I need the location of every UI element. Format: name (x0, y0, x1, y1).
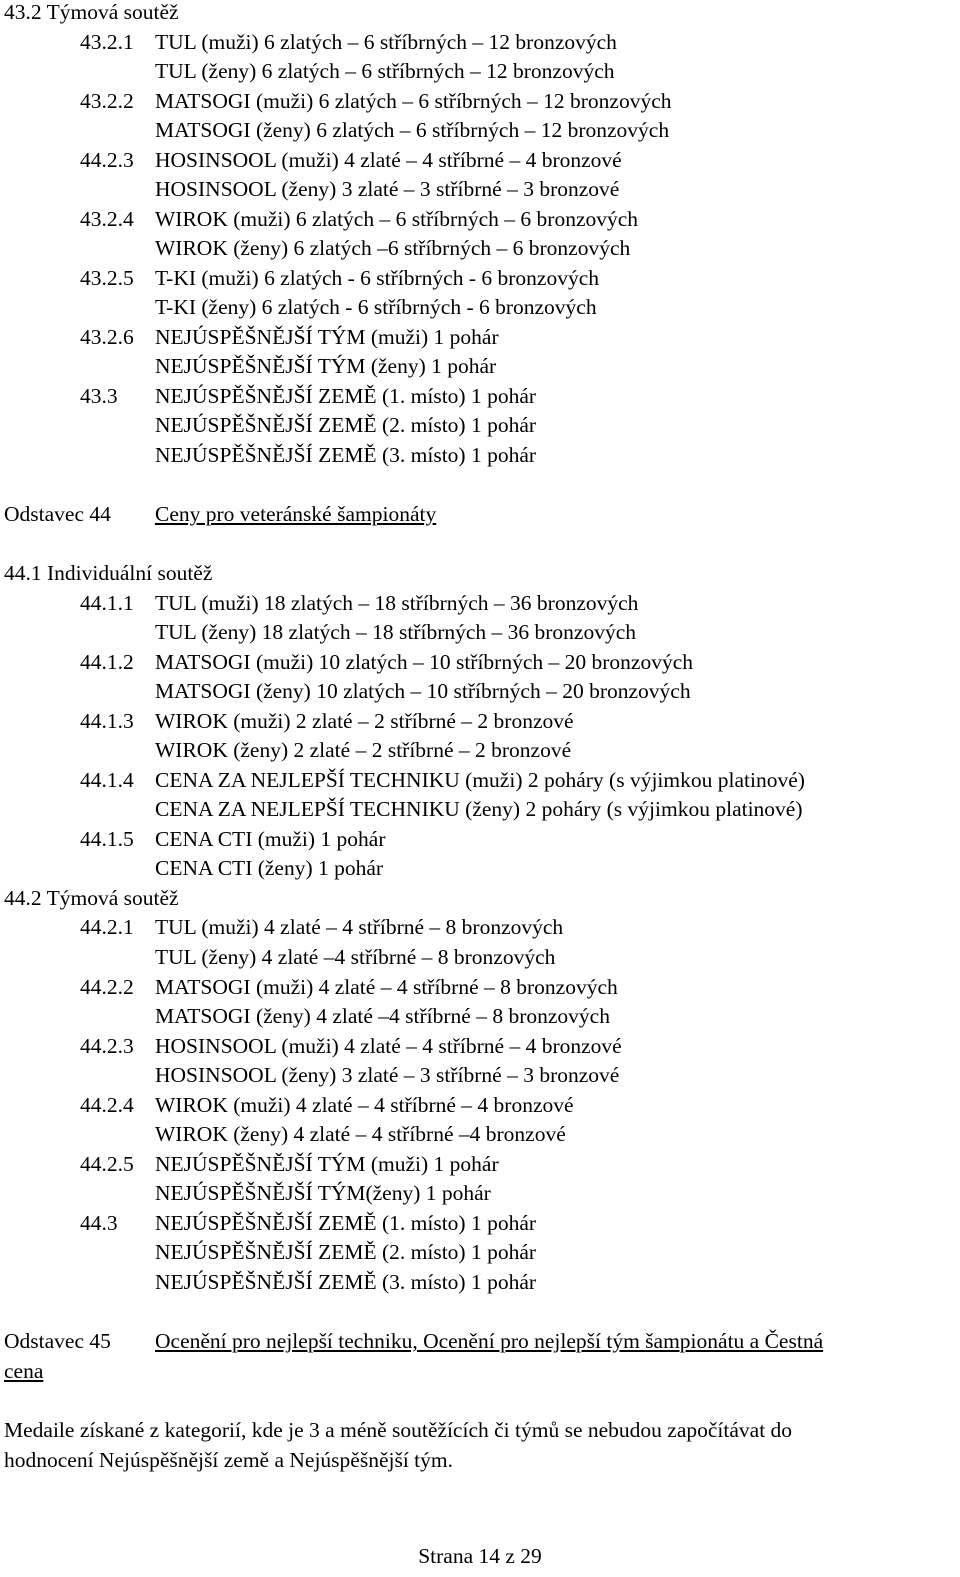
text-line: NEJÚSPĚŠNĚJŠÍ ZEMĚ (2. místo) 1 pohár (155, 1240, 537, 1264)
text-line: NEJÚSPĚŠNĚJŠÍ TÝM(ženy) 1 pohár (155, 1181, 491, 1205)
item-number: 43.2.5 (80, 266, 134, 290)
text-line: TUL (ženy) 18 zlatých – 18 stříbrných – 36 bronzových (155, 620, 637, 644)
item-number: 44.2.2 (80, 975, 134, 999)
text-line: TUL (muži) 18 zlatých – 18 stříbrných – 36 bronzových (155, 591, 639, 615)
item-number: 44.2.3 (80, 1034, 134, 1058)
text-line: NEJÚSPĚŠNĚJŠÍ ZEMĚ (1. místo) 1 pohár (155, 1211, 537, 1235)
text-line: 44.1 Individuální soutěž (4, 561, 213, 585)
text-line: WIROK (ženy) 6 zlatých –6 stříbrných – 6 bronzových (155, 236, 631, 260)
text-line: HOSINSOOL (ženy) 3 zlaté – 3 stříbrné – 3 bronzové (155, 1063, 620, 1087)
text-line: MATSOGI (ženy) 6 zlatých – 6 stříbrných – 12 bronzových (155, 118, 670, 142)
text-line: WIROK (muži) 4 zlaté – 4 stříbrné – 4 bronzové (155, 1093, 574, 1117)
text-line: T-KI (ženy) 6 zlatých - 6 stříbrných - 6 bronzových (155, 295, 597, 319)
item-number: 43.2.1 (80, 30, 134, 54)
text-line: NEJÚSPĚŠNĚJŠÍ ZEMĚ (3. místo) 1 pohár (155, 443, 537, 467)
item-number: 44.1.1 (80, 591, 134, 615)
text-line: MATSOGI (muži) 6 zlatých – 6 stříbrných – 12 bronzových (155, 89, 672, 113)
text-line: CENA CTI (ženy) 1 pohár (155, 856, 384, 880)
text-line: NEJÚSPĚŠNĚJŠÍ TÝM (ženy) 1 pohár (155, 354, 497, 378)
item-number: 44.1.5 (80, 827, 134, 851)
text-line: TUL (muži) 4 zlaté – 4 stříbrné – 8 bronzových (155, 915, 564, 939)
text-line: NEJÚSPĚŠNĚJŠÍ TÝM (muži) 1 pohár (155, 1152, 499, 1176)
item-number: 44.1.3 (80, 709, 134, 733)
section-heading: Ocenění pro nejlepší techniku, Ocenění pro nejlepší tým šampionátu a Čestná (155, 1329, 824, 1353)
text-line: MATSOGI (ženy) 4 zlaté –4 stříbrné – 8 bronzových (155, 1004, 610, 1028)
text-line: TUL (ženy) 6 zlatých – 6 stříbrných – 12 bronzových (155, 59, 615, 83)
section-heading: Ceny pro veteránské šampionáty (155, 502, 437, 526)
text-line: MATSOGI (muži) 4 zlaté – 4 stříbrné – 8 bronzových (155, 975, 618, 999)
text-line: MATSOGI (muži) 10 zlatých – 10 stříbrných – 20 bronzových (155, 650, 693, 674)
text-line: hodnocení Nejúspěšnější země a Nejúspěšnější tým. (4, 1448, 454, 1472)
text-line: Medaile získané z kategorií, kde je 3 a méně soutěžících či týmů se nebudou započítávat do (4, 1418, 793, 1442)
text-line: T-KI (muži) 6 zlatých - 6 stříbrných - 6 bronzových (155, 266, 600, 290)
text-line: TUL (ženy) 4 zlaté –4 stříbrné – 8 bronzových (155, 945, 556, 969)
text-line: HOSINSOOL (ženy) 3 zlaté – 3 stříbrné – 3 bronzové (155, 177, 620, 201)
item-number: 44.2.5 (80, 1152, 134, 1176)
item-number: 43.3 (80, 384, 118, 408)
item-number: 44.2.3 (80, 148, 134, 172)
text-line: MATSOGI (ženy) 10 zlatých – 10 stříbrných – 20 bronzových (155, 679, 691, 703)
text-line: TUL (muži) 6 zlatých – 6 stříbrných – 12 bronzových (155, 30, 617, 54)
text-line: 43.2 Týmová soutěž (4, 0, 179, 24)
item-number: 44.2.1 (80, 915, 134, 939)
item-number: 44.3 (80, 1211, 118, 1235)
text-line: CENA ZA NEJLEPŠÍ TECHNIKU (ženy) 2 poháry (s výjimkou platinové) (155, 797, 803, 821)
item-number: 43.2.6 (80, 325, 134, 349)
text-line: 44.2 Týmová soutěž (4, 886, 179, 910)
section-number: Odstavec 44 (4, 502, 111, 526)
item-number: 44.1.4 (80, 768, 134, 792)
item-number: 44.1.2 (80, 650, 134, 674)
text-line: NEJÚSPĚŠNĚJŠÍ ZEMĚ (2. místo) 1 pohár (155, 413, 537, 437)
text-line: HOSINSOOL (muži) 4 zlaté – 4 stříbrné – 4 bronzové (155, 148, 622, 172)
item-number: 43.2.4 (80, 207, 134, 231)
text-line: CENA ZA NEJLEPŠÍ TECHNIKU (muži) 2 poháry (s výjimkou platinové) (155, 768, 805, 792)
text-line: HOSINSOOL (muži) 4 zlaté – 4 stříbrné – 4 bronzové (155, 1034, 622, 1058)
text-line: WIROK (muži) 6 zlatých – 6 stříbrných – 6 bronzových (155, 207, 639, 231)
item-number: 44.2.4 (80, 1093, 134, 1117)
page-number: Strana 14 z 29 (418, 1544, 542, 1568)
text-line: NEJÚSPĚŠNĚJŠÍ ZEMĚ (1. místo) 1 pohár (155, 384, 537, 408)
text-line: WIROK (ženy) 2 zlaté – 2 stříbrné – 2 bronzové (155, 738, 572, 762)
text-line: WIROK (ženy) 4 zlaté – 4 stříbrné –4 bronzové (155, 1122, 566, 1146)
text-line: NEJÚSPĚŠNĚJŠÍ TÝM (muži) 1 pohár (155, 325, 499, 349)
text-line: WIROK (muži) 2 zlaté – 2 stříbrné – 2 bronzové (155, 709, 574, 733)
item-number: 43.2.2 (80, 89, 134, 113)
text-line: NEJÚSPĚŠNĚJŠÍ ZEMĚ (3. místo) 1 pohár (155, 1270, 537, 1294)
section-number: Odstavec 45 (4, 1329, 111, 1353)
section-heading: cena (4, 1359, 44, 1383)
text-line: CENA CTI (muži) 1 pohár (155, 827, 386, 851)
